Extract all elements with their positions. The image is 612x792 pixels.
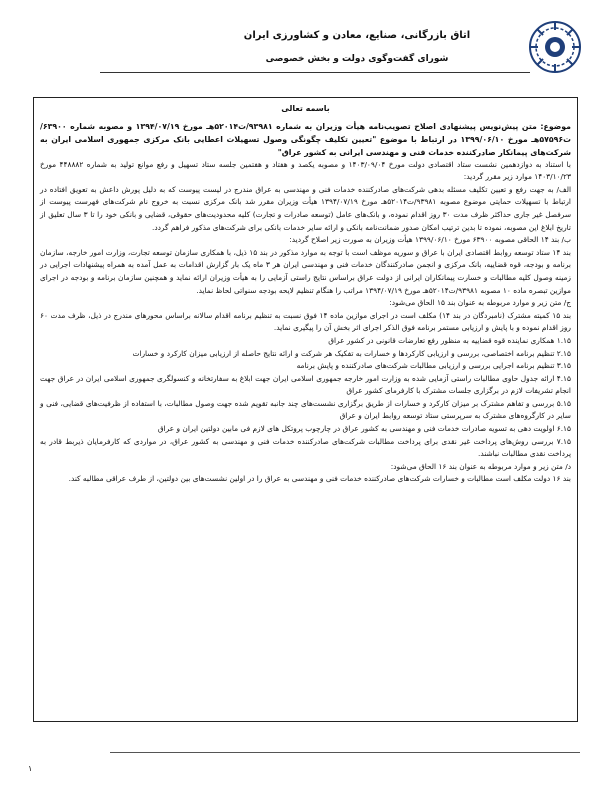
footer-divider bbox=[110, 752, 580, 753]
clause-15-item: ۳.۱۵ تنظیم برنامه اجرایی بررسی و ارزیابی مطالبات شرکت‌های صادرکننده و پایش برنامه bbox=[296, 361, 571, 371]
document-header bbox=[30, 20, 582, 76]
clause-15-item: ۴.۱۵ ارائه جدول حاوی مطالبات راستی آزمایی شده به وزارت امور خارجه جمهوری اسلامی ایران جهت ابلاغ به سفارتخانه و کنسولگری جمهوری اسلامی ایران در عراق جهت انجام تشریفات لازم در برگزاری جلسات مشترک با کارفرمای کشور عراق bbox=[40, 373, 571, 396]
clause-15-item: ۲.۱۵ تنظیم برنامه اختصاصی، بررسی و ارزیابی کارکردها و خسارات به تفکیک هر شرکت و ارائه نتایج حاصله از ارزیابی میزان کارکرد و خسارات bbox=[132, 348, 571, 358]
clause-15-item: ۵.۱۵ بررسی و تفاهم مشترک بر میزان کارکرد و خسارات از طریق برگزاری نشست‌های چند جانبه تقویم شده جهت وصول مطالبات، با استفاده از ظرفیت‌های قضایی، فنی و سایر در کارگروه‌های مشترک به سرپرستی ستاد توسعه روابط ایران و عراق bbox=[40, 398, 571, 421]
document-body bbox=[40, 103, 571, 486]
header-divider bbox=[100, 72, 530, 73]
greeting: باسمه تعالی bbox=[281, 104, 330, 113]
council-title: شورای گفت‌وگوی دولت و بخش خصوصی bbox=[265, 54, 449, 64]
paragraph-c: ج/ متن زیر و موارد مربوطه به عنوان بند ۱۵ الحاق می‌شود: bbox=[389, 298, 571, 308]
intro-paragraph: با استناد به دوازدهمین نشست ستاد اقتصادی دولت مورخ ۱۴۰۳/۰۹/۰۴ و مصوبه یکصد و هفتاد و هفتمین جلسه ستاد تسهیل و رفع موانع تولید به شماره ۴۴۸۸۸۲ مورخ ۱۴۰۳/۱۰/۲۳ موارد زیر مقرر گردید: bbox=[40, 159, 571, 182]
paragraph-a: الف/ به جهت رفع و تعیین تکلیف مسئله بدهی شرکت‌های صادرکننده خدمات فنی و مهندسی به عراق مندرج در لیست پیوست که به دلیل پورش داعش به تعویق افتاده در ارتباط با تسهیلات حمایتی موضوع مصوبه ۹۳۹۸۱/ت۵۲۰۱۴هـ مورخ ۱۳۹۴/۰۷/۱۹ هیأت وزیران مقرر شد بانک مرکزی نسبت به خروج نام شرکت‌های فهرست پیوست از سرفصل غیر جاری حداکثر ظرف مدت ۳۰ روز اقدام نموده، و بانک‌های عامل (توسعه صادرات و تجارت) کلیه محدودیت‌های حقوقی، قضایی و بانکی خود را تا ۳ سال تعلیق از تاریخ ابلاغ این مصوبه، نموده تا بدین ترتیب امکان صدور ضمانت‌نامه بانکی و ارائه سایر خدمات بانکی برای شرکت‌های مذکور فراهم گردد. bbox=[40, 184, 572, 232]
clause-15-item: ۷.۱۵ بررسی روش‌های پرداخت غیر نقدی برای پرداخت مطالبات شرکت‌های صادرکننده خدمات فنی و مهندسی به کشور عراق، در مواردی که کارفرمایان ذیربط قادر به پرداخت نقدی مطالبات نباشند. bbox=[40, 436, 571, 459]
subject-paragraph: موضوع: متن پیش‌نویس پیشنهادی اصلاح تصویب‌نامه هیأت وزیران به شماره ۹۳۹۸۱/ت۵۲۰۱۴هـ مورخ ۱۳۹۴/۰۷/۱۹ و مصوبه شماره ۶۳۹۰۰/ت۵۷۵۹۶هـ مورخ ۱۳۹۹/۰۶/۱۰ در ارتباط با موضوع "تعیین تکلیف چگونگی وصول تسهیلات اعطایی بانک مرکزی جمهوری اسلامی ایران به شرکت‌های پیمانکار صادرکننده خدمات فنی و مهندسی ایرانی به کشور عراق" bbox=[40, 121, 571, 157]
paragraph-d: د/ متن زیر و موارد مربوطه به عنوان بند ۱۶ الحاق می‌شود: bbox=[390, 461, 571, 471]
clause-15-item: ۶.۱۵ اولویت دهی به تسویه صادرات خدمات فنی و مهندسی به کشور عراق در چارچوب پروتکل های لازم فی مابین دولتین ایران و عراق bbox=[157, 424, 571, 434]
paragraph-b: ب/ بند ۱۴ الحاقی مصوبه ۶۳۹۰۰ مورخ ۱۳۹۹/۰۶/۱۰ هیأت وزیران به صورت زیر اصلاح گردید: bbox=[289, 235, 571, 245]
page-number: ۱ bbox=[28, 764, 33, 773]
clause-15: بند ۱۵ کمیته مشترک (نامبردگان در بند ۱۴) مکلف است در اجرای موازین ماده ۱۴ فوق نسبت به تنظیم برنامه اقدام سالانه براساس محورهای مندرج در ذیل، ظرف مدت ۶۰ روز اقدام نموده و با پایش و ارزیابی مستمر برنامه فوق الذکر اجرای اثر بخش آن را پیگیری نماید. bbox=[40, 310, 571, 333]
clause-15-item: ۱.۱۵ همکاری نماینده قوه قضاییه به منظور رفع تعارضات قانونی در کشور عراق bbox=[328, 335, 571, 345]
chamber-logo-icon bbox=[528, 20, 582, 74]
organization-title: اتاق بازرگانی، صنایع، معادن و کشاورزی ایران bbox=[243, 30, 471, 41]
clause-14: بند ۱۴ ستاد توسعه روابط اقتصادی ایران با عراق و سوریه موظف است با توجه به موارد مذکور در بند ۱۵ ذیل، با همکاری سازمان توسعه تجارت، وزارت امور خارجه، سازمان برنامه و بودجه، قوه قضاییه، بانک مرکزی و انجمن صادرکنندگان خدمات فنی و مهندسی ایران هر ۳ ماه یک بار گزارش اقدامات به عمل آمده به همراه پیشنهادات اجرایی در زمینه وصول کلیه مطالبات و خسارت پیمانکاران ایرانی از دولت عراق براساس نتایج راستی آزمایی را به هیأت وزیران ارائه نماید و همچنین سازمان برنامه و بودجه در اجرای موازین تبصره ماده ۱۰ مصوبه ۹۳۹۸۱/ت۵۲۰۱۴هـ مورخ ۱۳۹۴/۰۷/۱۹ مراتب را هنگام تنظیم لایحه بودجه سنواتی لحاظ نماید. bbox=[40, 247, 571, 295]
clause-16: بند ۱۶ دولت مکلف است مطالبات و خسارات شرکت‌های صادرکننده خدمات فنی و مهندسی به عراق را در اولین نشست‌های بین دولتین، از طرف عراقی مطالبه کند. bbox=[68, 474, 571, 484]
